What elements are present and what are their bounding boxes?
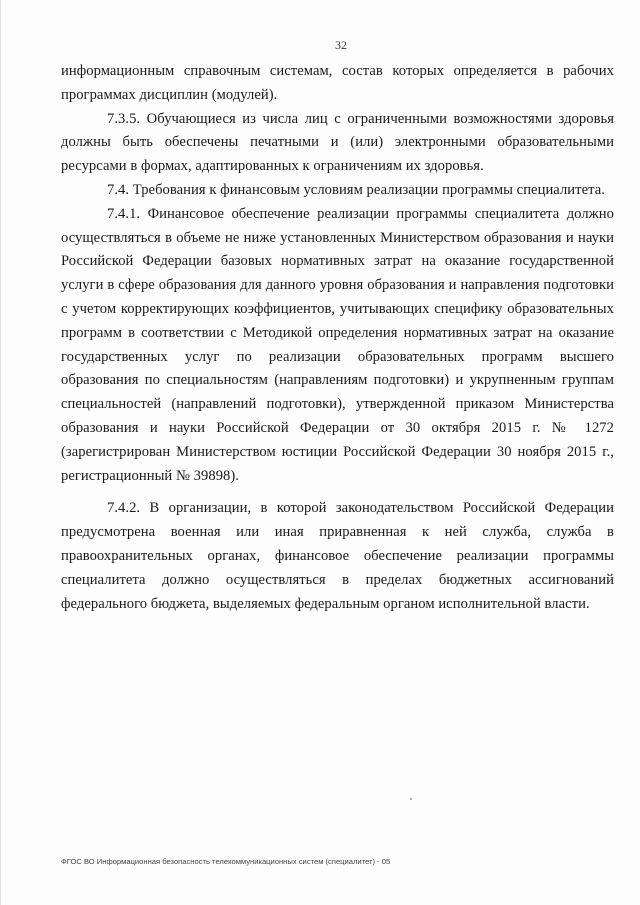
paragraph-continuation: информационным справочным системам, состав которых определяется в рабочих программах дисциплин (модулей). (61, 63, 614, 103)
document-body (61, 60, 614, 616)
scan-speck (410, 798, 412, 800)
paragraph-7-4-2: 7.4.2. В организации, в которой законодательством Российской Федерации предусмотрена военная или иная приравненная к ней служба, служба в правоохранительных органах, финансовое обеспечение реализации программы специалитета должно осуществляться в пределах бюджетных ассигнований федерального бюджета, выделяемых федеральным органом исполнительной власти. (61, 500, 614, 612)
paragraph-7-4: 7.4. Требования к финансовым условиям реализации программы специалитета. (107, 181, 605, 198)
page-number: 32 (335, 38, 347, 52)
paragraph-7-3-5: 7.3.5. Обучающиеся из числа лиц с ограниченными возможностями здоровья должны быть обеспечены печатными и (или) электронными образовательными ресурсами в формах, адаптированных к ограничениям их здоровья. (61, 110, 614, 175)
paragraph-7-4-1: 7.4.1. Финансовое обеспечение реализации программы специалитета должно осуществляться в объеме не ниже установленных Министерством образования и науки Российской Федерации базовых нормативных затрат на оказание государственной услуги в сфере образования для данного уровня образования и направления подготовки с учетом корректирующих коэффициентов, учитывающих специфику образовательных программ в соответствии с Методикой определения нормативных затрат на оказание государственных услуг по реализации образовательных программ высшего образования по специальностям (направлениям подготовки) и укрупненным группам специальностей (направлений подготовки), утвержденной приказом Министерства образования и науки Российской Федерации от 30 октября 2015 г. № 1272 (зарегистрирован Министерством юстиции Российской Федерации 30 ноября 2015 г., регистрационный № 39898). (61, 205, 614, 484)
page-footer: ФГОС ВО Информационная безопасность телекоммуникационных систем (специалитет) - 05 (61, 857, 391, 866)
